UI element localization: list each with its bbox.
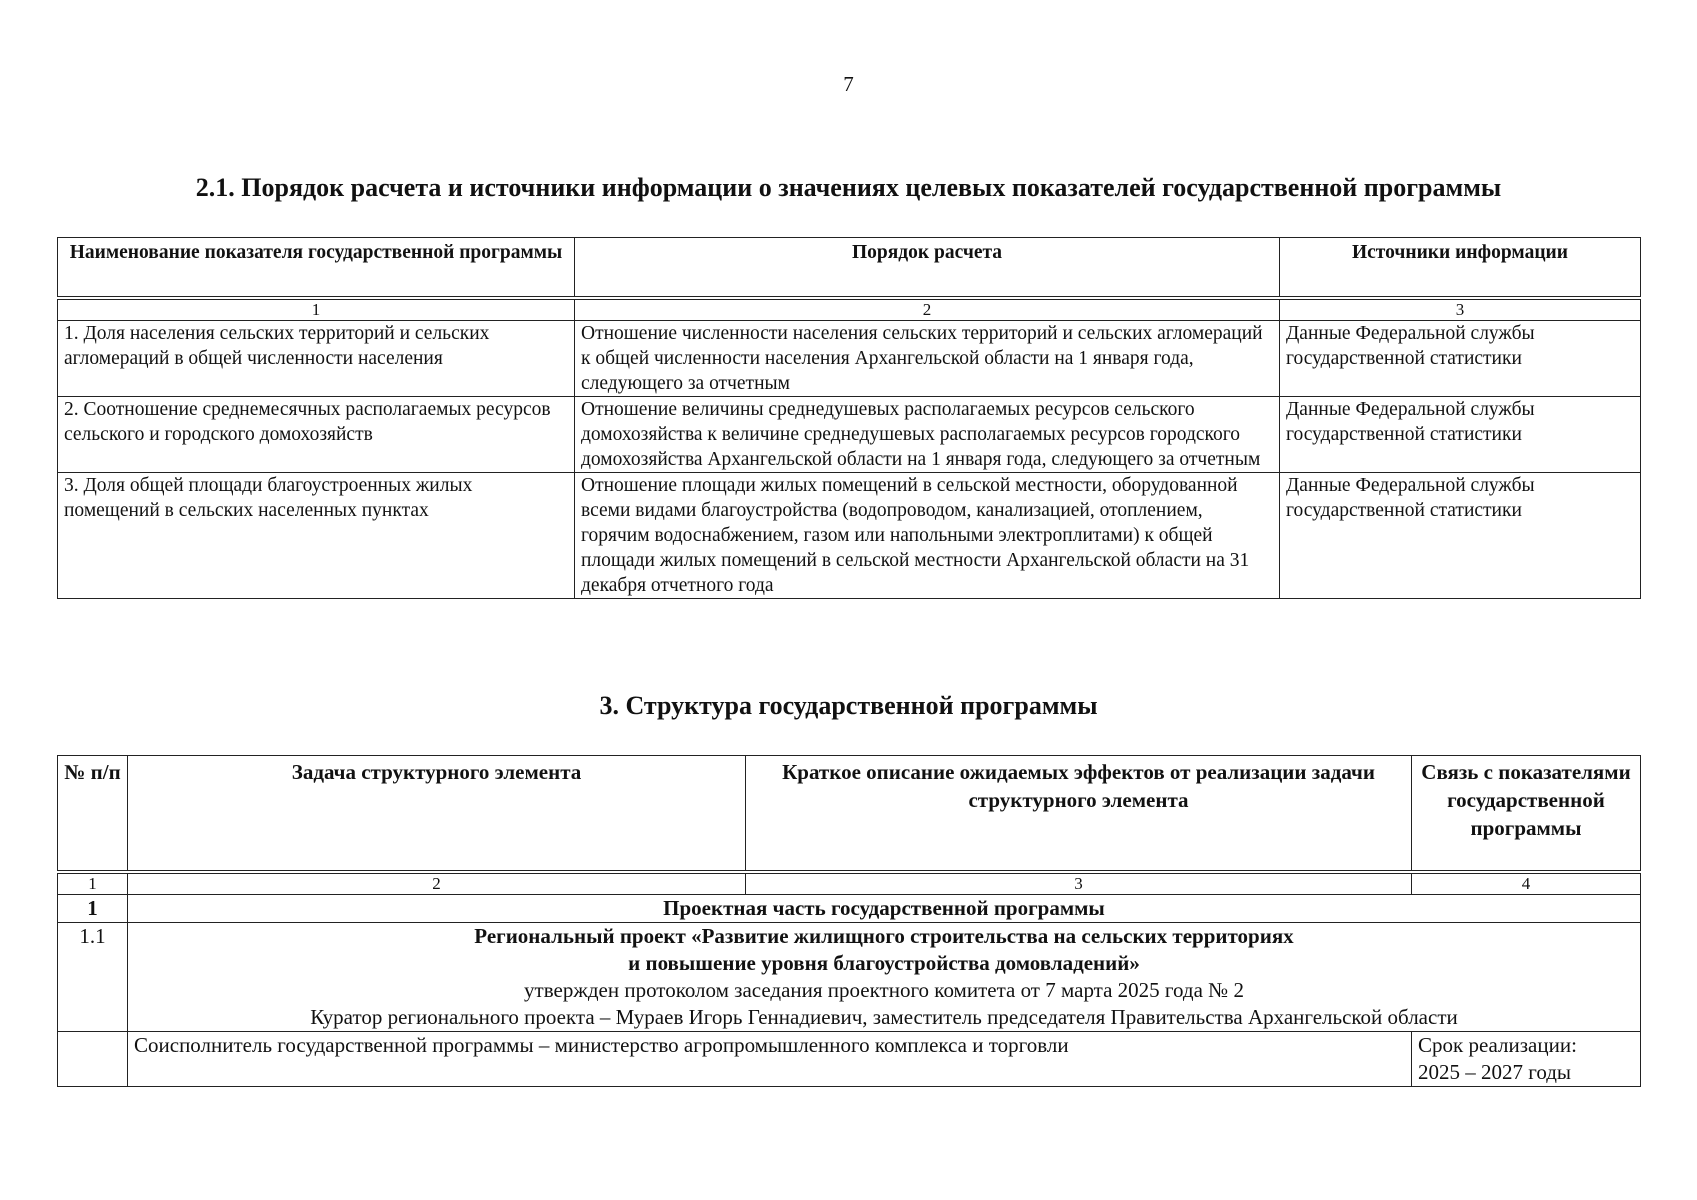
- column-numbers-row: [58, 298, 1641, 321]
- column-number: 2: [128, 872, 746, 895]
- column-numbers-row: [58, 872, 1641, 895]
- project-curator: Куратор регионального проекта – Мураев Игорь Геннадиевич, заместитель председателя Правительства Архангельской области: [310, 1005, 1458, 1029]
- project-approval: утвержден протоколом заседания проектного комитета от 7 марта 2025 года № 2: [524, 978, 1244, 1002]
- table-header-row: [58, 756, 1641, 873]
- column-number: 4: [1412, 872, 1641, 895]
- column-number: 3: [1280, 298, 1641, 321]
- calculation-method: Отношение численности населения сельских территорий и сельских агломераций к общей численности населения Архангельской области на 1 января года, следующего за отчетным: [575, 321, 1280, 397]
- indicator-name: 2. Соотношение среднемесячных располагаемых ресурсов сельского и городского домохозяйств: [58, 397, 575, 473]
- header-indicator-link: Связь с показателями государственной программы: [1412, 756, 1641, 873]
- coexecutor-row: [58, 1032, 1641, 1087]
- calculation-method: Отношение величины среднедушевых располагаемых ресурсов сельского домохозяйства к величине среднедушевых располагаемых ресурсов городского домохозяйства Архангельской области на 1 января года, следующего за отчетным: [575, 397, 1280, 473]
- table-row: [58, 321, 1641, 397]
- part-number: 1: [58, 895, 128, 923]
- coexecutor: Соисполнитель государственной программы – министерство агропромышленного комплекса и торговли: [128, 1032, 1412, 1087]
- calculation-method: Отношение площади жилых помещений в сельской местности, оборудованной всеми видами благоустройства (водопроводом, канализацией, отоплением, горячим водоснабжением, газом или напольными электроплитами) к общей площади жилых помещений в сельской местности Архангельской области на 31 декабря отчетного года: [575, 473, 1280, 599]
- term-label: Срок реализации:: [1418, 1033, 1577, 1057]
- structure-table: [57, 755, 1641, 1087]
- column-number: 2: [575, 298, 1280, 321]
- part-title: Проектная часть государственной программы: [128, 895, 1641, 923]
- column-number: 1: [58, 872, 128, 895]
- implementation-term: [1412, 1032, 1641, 1087]
- page-number: 7: [843, 72, 854, 96]
- indicator-name: 1. Доля населения сельских территорий и сельских агломераций в общей численности населения: [58, 321, 575, 397]
- information-source: Данные Федеральной службы государственной статистики: [1280, 321, 1641, 397]
- information-source: Данные Федеральной службы государственной статистики: [1280, 397, 1641, 473]
- header-task: Задача структурного элемента: [128, 756, 746, 873]
- empty-cell: [58, 1032, 128, 1087]
- part-row: [58, 895, 1641, 923]
- indicator-name: 3. Доля общей площади благоустроенных жилых помещений в сельских населенных пунктах: [58, 473, 575, 599]
- indicators-table: [57, 237, 1641, 599]
- term-value: 2025 – 2027 годы: [1418, 1060, 1572, 1084]
- section-3-title: 3. Структура государственной программы: [599, 691, 1098, 720]
- information-source: Данные Федеральной службы государственной статистики: [1280, 473, 1641, 599]
- project-details: [128, 923, 1641, 1032]
- table-row: [58, 473, 1641, 599]
- header-calculation-method: Порядок расчета: [575, 238, 1280, 299]
- header-indicator-name: Наименование показателя государственной программы: [58, 238, 575, 299]
- project-row: [58, 923, 1641, 1032]
- project-title-line-2: и повышение уровня благоустройства домовладений»: [628, 951, 1140, 975]
- header-number: № п/п: [58, 756, 128, 873]
- section-2-1-title: 2.1. Порядок расчета и источники информации о значениях целевых показателей государственной программы: [195, 173, 1502, 202]
- column-number: 1: [58, 298, 575, 321]
- column-number: 3: [746, 872, 1412, 895]
- project-number: 1.1: [58, 923, 128, 1032]
- header-effects: Краткое описание ожидаемых эффектов от реализации задачи структурного элемента: [746, 756, 1412, 873]
- project-title-line-1: Региональный проект «Развитие жилищного строительства на сельских территориях: [474, 924, 1294, 948]
- header-information-sources: Источники информации: [1280, 238, 1641, 299]
- table-row: [58, 397, 1641, 473]
- table-header-row: [58, 238, 1641, 299]
